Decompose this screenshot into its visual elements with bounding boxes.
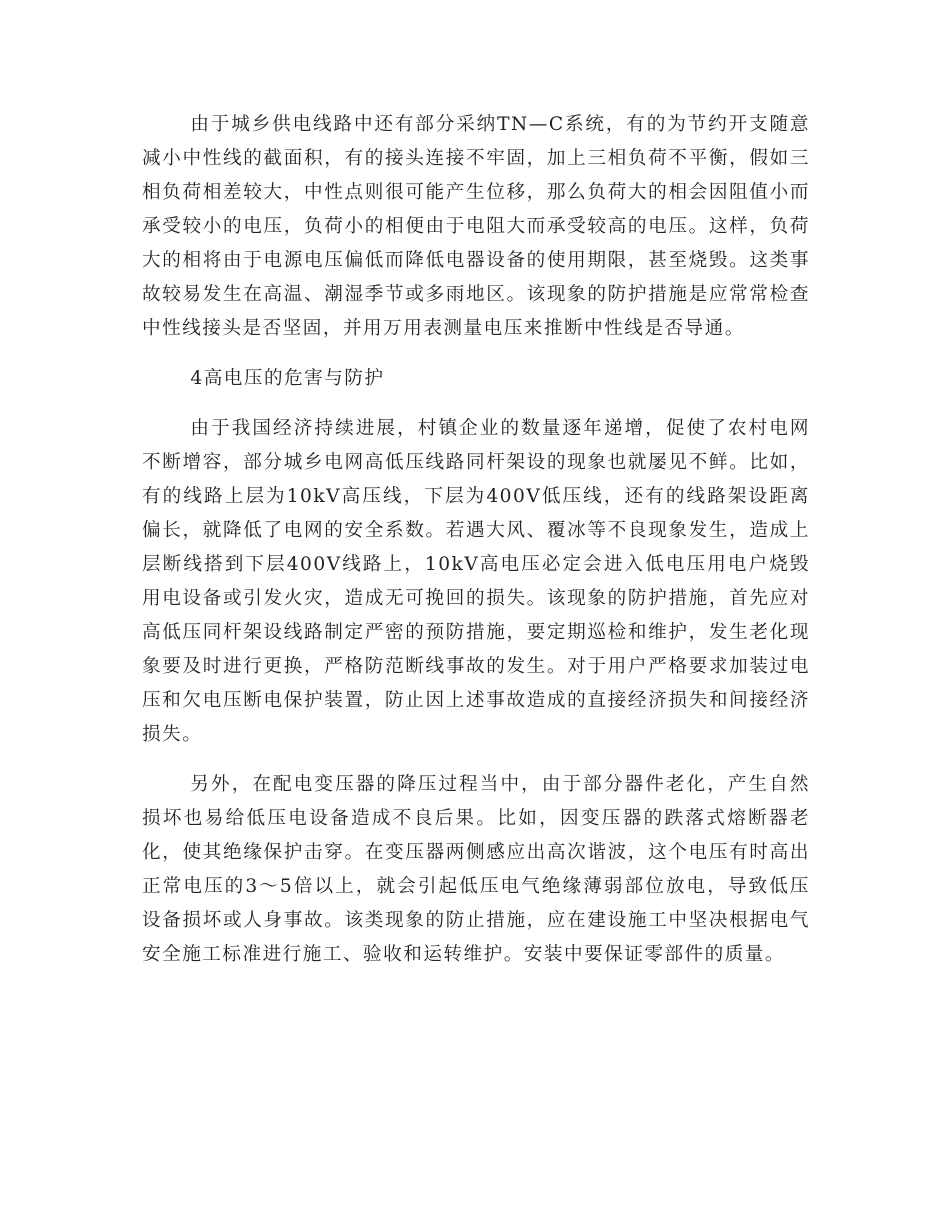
paragraph-transformer: 另外，在配电变压器的降压过程当中，由于部分器件老化，产生自然损坏也易给低压电设备造成不良后果。比如，因变压器的跌落式熔断器老化，使其绝缘保护击穿。在变压器两侧感应出高次谐波，这个电压有时高出正常电压的3～5倍以上，就会引起低压电气绝缘薄弱部位放电，导致低压设备损坏或人身事故。该类现象的防止措施，应在建设施工中坚决根据电气安全施工标准进行施工、验收和运转维护。安装中要保证零部件的质量。 [142,774,810,965]
document-body [142,108,810,988]
section-heading-high-voltage: 4高电压的危害与防护 [190,368,385,389]
paragraph-high-voltage: 由于我国经济持续进展，村镇企业的数量逐年递增，促使了农村电网不断增容，部分城乡电网高低压线路同杆架设的现象也就屡见不鲜。比如，有的线路上层为10kV高压线，下层为400V低压线，还有的线路架设距离偏长，就降低了电网的安全系数。若遇大风、覆冰等不良现象发生，造成上层断线搭到下层400V线路上，10kV高电压必定会进入低电压用电户烧毁用电设备或引发火灾，造成无可挽回的损失。该现象的防护措施，首先应对高低压同杆架设线路制定严密的预防措施，要定期巡检和维护，发生老化现象要及时进行更换，严格防范断线事故的发生。对于用户严格要求加装过电压和欠电压断电保护装置，防止因上述事故造成的直接经济损失和间接经济损失。 [142,418,810,745]
paragraph-neutral-line: 由于城乡供电线路中还有部分采纳TN—C系统，有的为节约开支随意减小中性线的截面积，有的接头连接不牢固，加上三相负荷不平衡，假如三相负荷相差较大，中性点则很可能产生位移，那么负荷大的相会因阻值小而承受较小的电压，负荷小的相便由于电阻大而承受较高的电压。这样，负荷大的相将由于电源电压偏低而降低电器设备的使用期限，甚至烧毁。这类事故较易发生在高温、潮湿季节或多雨地区。该现象的防护措施是应常常检查中性线接头是否坚固，并用万用表测量电压来推断中性线是否导通。 [142,114,810,339]
